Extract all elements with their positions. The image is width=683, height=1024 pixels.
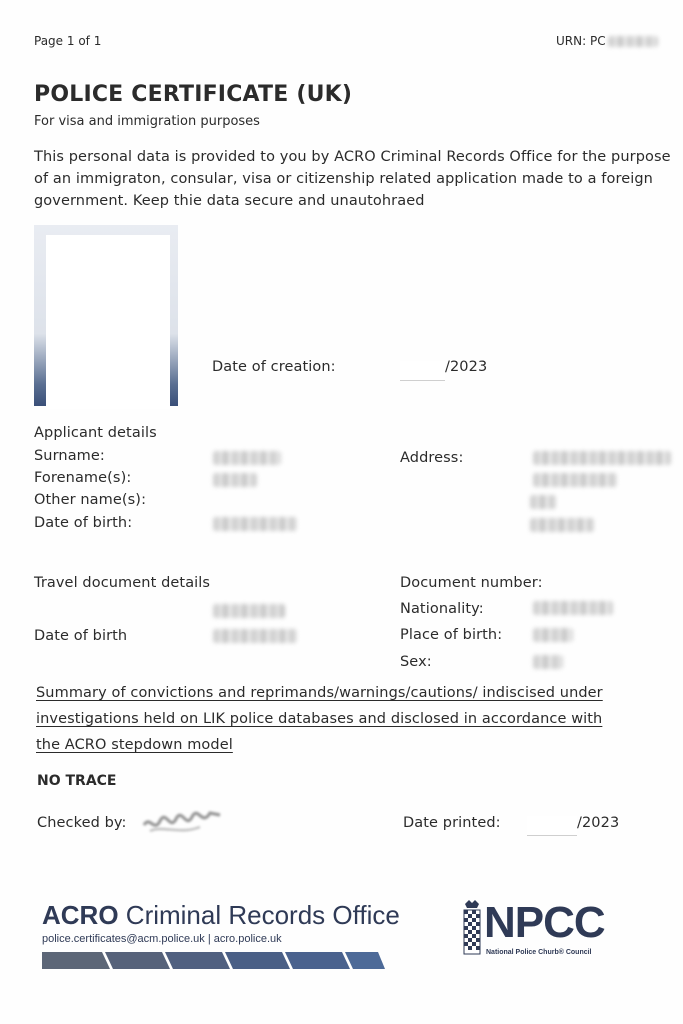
document-number-label: Document number: (400, 575, 543, 591)
certificate-title: POLICE CERTIFICATE (UK) (34, 82, 353, 107)
creation-date-label: Date of creation: (212, 359, 336, 375)
creation-date-redacted (400, 361, 445, 381)
date-printed-year: /2023 (577, 815, 620, 831)
forenames-label: Forename(s): (34, 470, 132, 486)
org-acro-word: ACRO (42, 900, 119, 930)
address-line-3-redacted (530, 495, 556, 509)
place-of-birth-label: Place of birth: (400, 627, 503, 643)
footer-color-bar (42, 952, 385, 969)
address-line-2-redacted (533, 473, 617, 487)
org-rest-words: Criminal Records Office (118, 900, 400, 930)
urn-redacted (608, 36, 658, 47)
summary-line-1: Summary of convictions and reprimands/warnings/cautions/ indiscised under (36, 685, 603, 701)
travel-dob-label: Date of birth (34, 628, 128, 644)
signature (140, 805, 224, 839)
sex-label: Sex: (400, 654, 432, 670)
surname-label: Surname: (34, 448, 105, 464)
contact-website: acro.police.uk (213, 933, 282, 945)
intro-line-1: This personal data is provided to you by ACRO Criminal Records Office for the purpose (34, 149, 671, 165)
address-line-1-redacted (533, 451, 671, 465)
surname-redacted (213, 451, 281, 465)
nationality-redacted (533, 601, 613, 615)
contact-separator: | (207, 933, 211, 945)
sex-redacted (533, 655, 563, 669)
address-line-4-redacted (530, 518, 594, 532)
footer-contact (42, 933, 282, 945)
applicant-heading: Applicant details (34, 425, 157, 441)
date-printed-redacted (527, 816, 577, 836)
address-label: Address: (400, 450, 464, 466)
npcc-logo (462, 896, 612, 962)
npcc-wordmark: NPCC (484, 898, 605, 947)
date-printed-label: Date printed: (403, 815, 501, 831)
travel-dob-redacted (213, 629, 297, 643)
npcc-crest-icon (462, 900, 482, 958)
place-of-birth-redacted (533, 628, 573, 642)
dob-redacted (213, 517, 297, 531)
intro-line-2: of an immigraton, consular, visa or citizenship related application made to a foreign (34, 171, 653, 187)
nationality-label: Nationality: (400, 601, 484, 617)
npcc-subtitle: National Police Churb® Council (486, 949, 592, 956)
urn-label: URN: PC (556, 34, 606, 48)
travel-name-redacted (213, 604, 285, 618)
dob-label: Date of birth: (34, 515, 133, 531)
summary-line-2: investigations held on LIK police databases and disclosed in accordance with (36, 711, 603, 727)
page-number: Page 1 of 1 (34, 34, 102, 48)
creation-date-year: /2023 (445, 359, 488, 375)
forenames-redacted (213, 473, 257, 487)
checked-by-label: Checked by: (37, 815, 127, 831)
footer-org-name (42, 900, 400, 931)
contact-email: police.certificates@acm.police.uk (42, 933, 205, 945)
summary-line-3: the ACRO stepdown model (36, 737, 233, 753)
travel-heading: Travel document details (34, 575, 211, 591)
other-names-label: Other name(s): (34, 492, 147, 508)
intro-line-3: government. Keep thie data secure and unautohraed (34, 193, 425, 209)
applicant-photo (34, 225, 178, 406)
certificate-subtitle: For visa and immigration purposes (34, 114, 260, 129)
result-status: NO TRACE (37, 773, 117, 789)
